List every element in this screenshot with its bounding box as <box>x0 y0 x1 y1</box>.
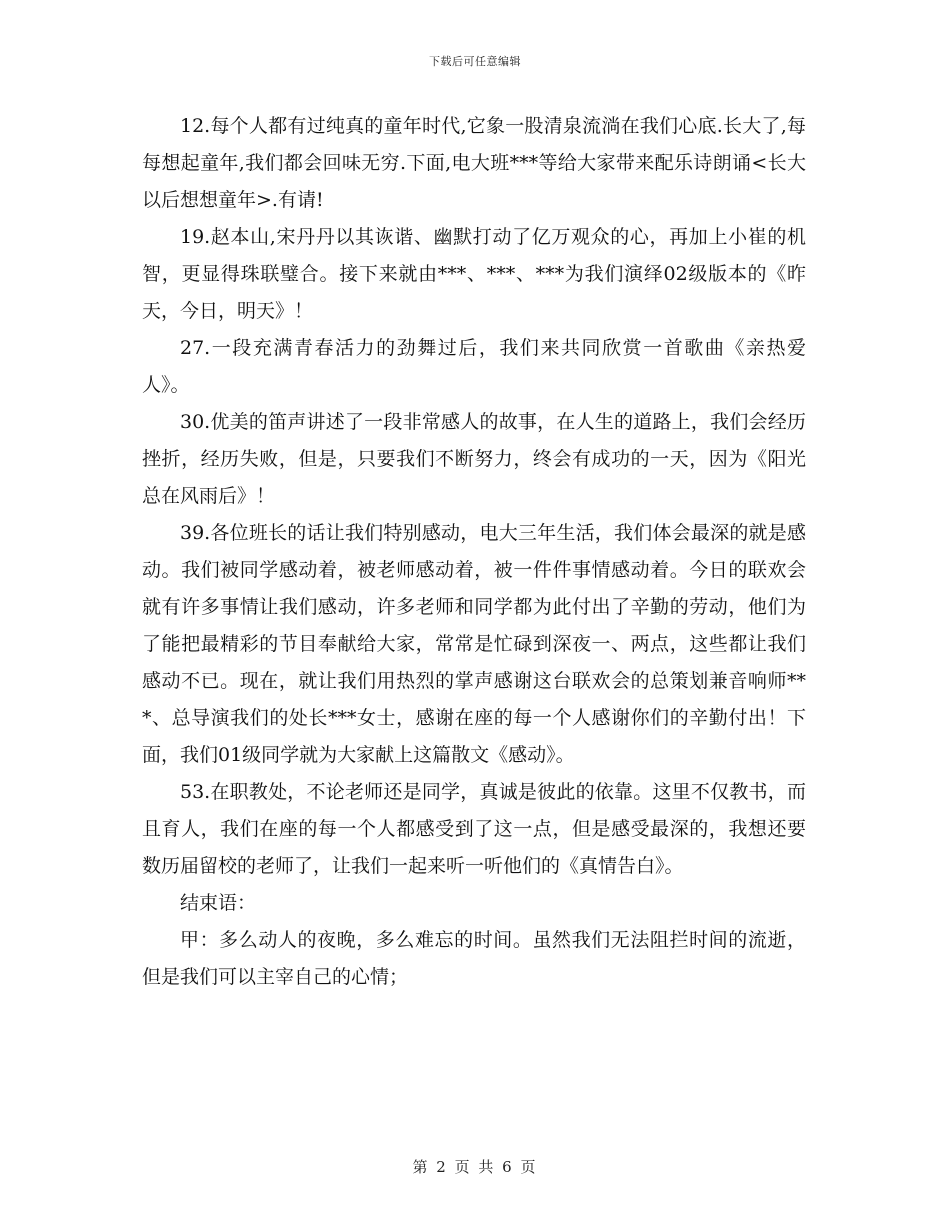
closing-heading: 结束语： <box>180 892 257 914</box>
paragraph-39: 39.各位班长的话让我们特别感动，电大三年生活，我们体会最深的就是感动。我们被同学感动着，被老师感动着，被一件件事情感动着。今日的联欢会就有许多事情让我们感动，许多老师和同学都为此付出了辛勤的劳动，他们为了能把最精彩的节目奉献给大家，常常是忙碌到深夜一、两点，这些都让我们感动不已。现在，就让我们用热烈的掌声感谢这台联欢会的总策划兼音响师***、总导演我们的处长***女士，感谢在座的每一个人感谢你们的辛勤付出！下面，我们01级同学就为大家献上这篇散文《感动》。 <box>142 522 806 766</box>
paragraph-19: 19.赵本山,宋丹丹以其诙谐、幽默打动了亿万观众的心，再加上小崔的机智，更显得珠联璧合。接下来就由***、***、***为我们演绎02级版本的《昨天，今日，明天》！ <box>142 226 806 322</box>
paragraph-30: 30.优美的笛声讲述了一段非常感人的故事，在人生的道路上，我们会经历挫折，经历失败，但是，只要我们不断努力，终会有成功的一天，因为《阳光总在风雨后》！ <box>142 411 806 507</box>
closing-paragraph-a: 甲：多么动人的夜晚，多么难忘的时间。虽然我们无法阻拦时间的流逝，但是我们可以主宰自己的心情； <box>142 929 806 988</box>
page-header: 下载后可任意编辑 <box>429 55 521 68</box>
document-body <box>142 108 806 996</box>
paragraph-12: 12.每个人都有过纯真的童年时代,它象一股清泉流淌在我们心底.长大了,每每想起童年,我们都会回味无穷.下面,电大班***等给大家带来配乐诗朗诵<长大以后想想童年>.有请! <box>142 115 806 211</box>
paragraph-27: 27.一段充满青春活力的劲舞过后，我们来共同欣赏一首歌曲《亲热爱人》。 <box>142 337 806 396</box>
paragraph-53: 53.在职教处，不论老师还是同学，真诚是彼此的依靠。这里不仅教书，而且育人，我们在座的每一个人都感受到了这一点，但是感受最深的，我想还要数历届留校的老师了，让我们一起来听一听他们的《真情告白》。 <box>142 781 806 877</box>
page-number: 第 2 页 共 6 页 <box>412 1158 538 1176</box>
